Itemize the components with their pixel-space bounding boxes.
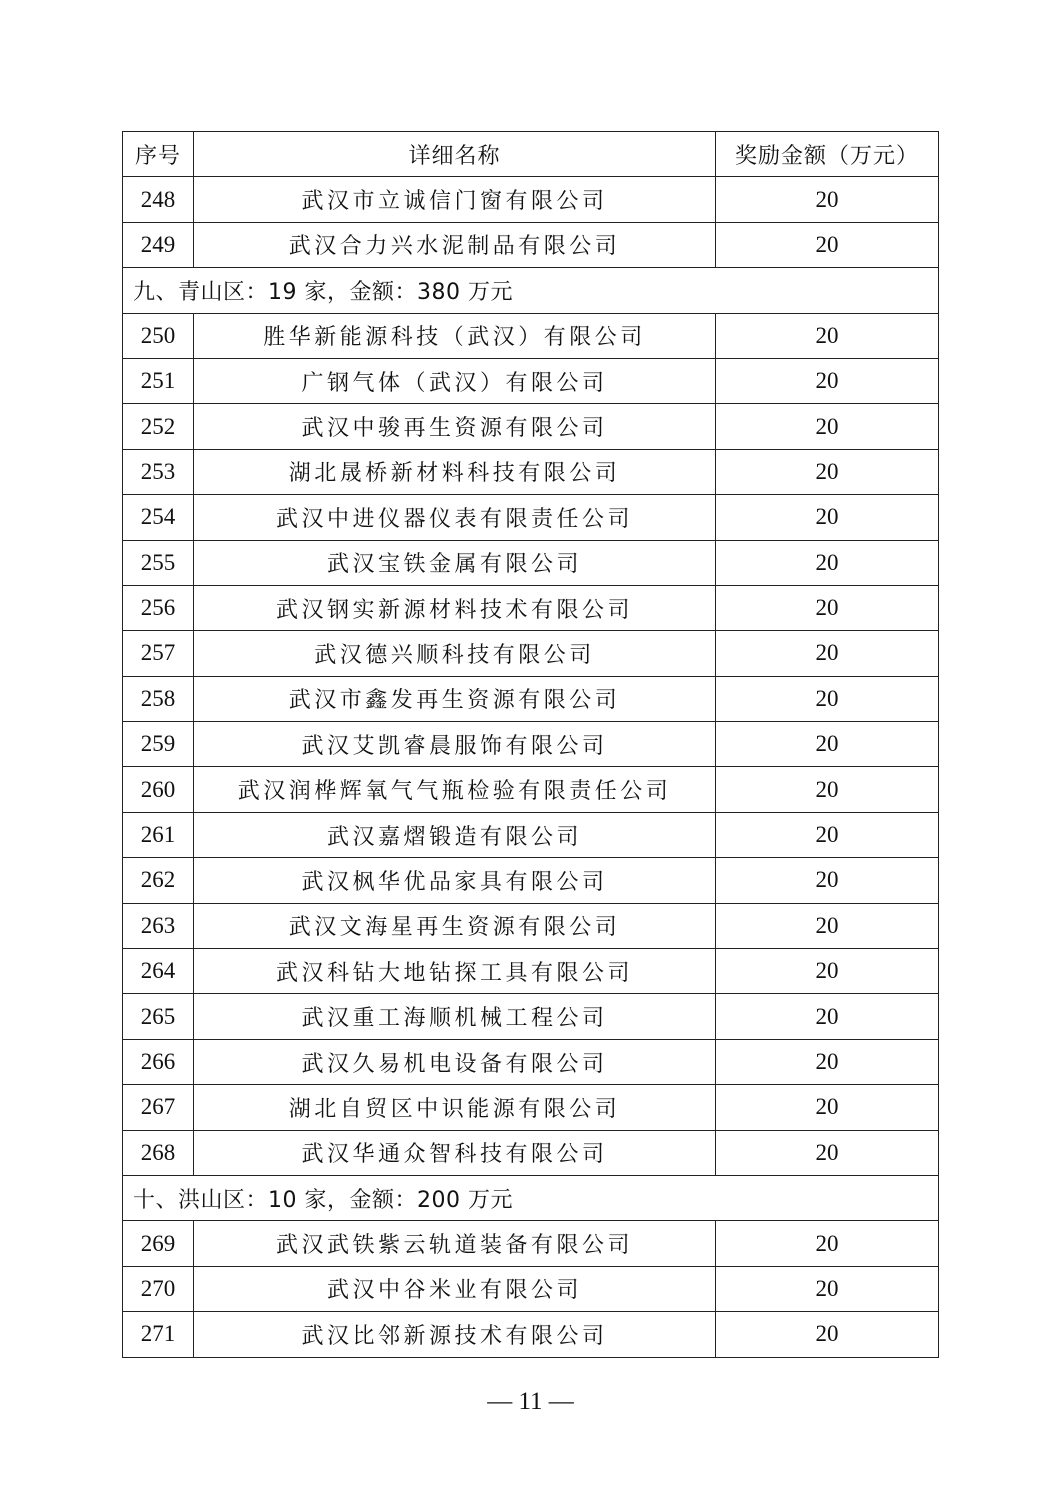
header-amount: 奖励金额（万元） bbox=[716, 132, 939, 177]
row-company-name: 武汉中骏再生资源有限公司 bbox=[194, 404, 716, 449]
row-amount: 20 bbox=[716, 1039, 939, 1084]
row-index: 261 bbox=[123, 812, 194, 857]
row-amount: 20 bbox=[716, 949, 939, 994]
table-row bbox=[123, 812, 939, 857]
row-company-name: 湖北自贸区中识能源有限公司 bbox=[194, 1085, 716, 1130]
row-index: 267 bbox=[123, 1085, 194, 1130]
row-amount: 20 bbox=[716, 495, 939, 540]
row-amount: 20 bbox=[716, 1130, 939, 1175]
row-company-name: 武汉艾凯睿晨服饰有限公司 bbox=[194, 722, 716, 767]
table-row bbox=[123, 949, 939, 994]
table-row bbox=[123, 495, 939, 540]
row-amount: 20 bbox=[716, 676, 939, 721]
row-index: 258 bbox=[123, 676, 194, 721]
row-company-name: 武汉市立诚信门窗有限公司 bbox=[194, 177, 716, 222]
row-company-name: 武汉市鑫发再生资源有限公司 bbox=[194, 676, 716, 721]
row-amount: 20 bbox=[716, 858, 939, 903]
row-company-name: 胜华新能源科技（武汉）有限公司 bbox=[194, 313, 716, 358]
row-index: 248 bbox=[123, 177, 194, 222]
table-row bbox=[123, 1130, 939, 1175]
row-amount: 20 bbox=[716, 1312, 939, 1357]
row-index: 252 bbox=[123, 404, 194, 449]
row-company-name: 广钢气体（武汉）有限公司 bbox=[194, 358, 716, 403]
section-row bbox=[123, 268, 939, 313]
section-row bbox=[123, 1175, 939, 1220]
row-company-name: 武汉润桦辉氧气气瓶检验有限责任公司 bbox=[194, 767, 716, 812]
table-row bbox=[123, 722, 939, 767]
row-index: 254 bbox=[123, 495, 194, 540]
row-company-name: 武汉久易机电设备有限公司 bbox=[194, 1039, 716, 1084]
row-company-name: 武汉钢实新源材料技术有限公司 bbox=[194, 585, 716, 630]
row-index: 262 bbox=[123, 858, 194, 903]
row-index: 253 bbox=[123, 449, 194, 494]
section-heading: 十、洪山区：10 家，金额：200 万元 bbox=[123, 1175, 939, 1220]
row-index: 249 bbox=[123, 222, 194, 267]
row-company-name: 武汉华通众智科技有限公司 bbox=[194, 1130, 716, 1175]
row-index: 255 bbox=[123, 540, 194, 585]
table-row bbox=[123, 540, 939, 585]
row-amount: 20 bbox=[716, 812, 939, 857]
table-row bbox=[123, 1221, 939, 1266]
row-company-name: 武汉中谷米业有限公司 bbox=[194, 1266, 716, 1311]
row-index: 266 bbox=[123, 1039, 194, 1084]
row-amount: 20 bbox=[716, 631, 939, 676]
table-row bbox=[123, 858, 939, 903]
row-company-name: 武汉枫华优品家具有限公司 bbox=[194, 858, 716, 903]
table-row bbox=[123, 449, 939, 494]
row-amount: 20 bbox=[716, 313, 939, 358]
table-row bbox=[123, 358, 939, 403]
row-amount: 20 bbox=[716, 767, 939, 812]
header-name: 详细名称 bbox=[194, 132, 716, 177]
row-company-name: 武汉武铁紫云轨道装备有限公司 bbox=[194, 1221, 716, 1266]
table-row bbox=[123, 177, 939, 222]
table-row bbox=[123, 676, 939, 721]
row-amount: 20 bbox=[716, 1221, 939, 1266]
award-table bbox=[122, 131, 939, 1358]
table-body bbox=[123, 177, 939, 1357]
table-row bbox=[123, 585, 939, 630]
table-row bbox=[123, 994, 939, 1039]
table-row bbox=[123, 903, 939, 948]
row-amount: 20 bbox=[716, 1266, 939, 1311]
row-amount: 20 bbox=[716, 222, 939, 267]
row-index: 250 bbox=[123, 313, 194, 358]
row-company-name: 武汉科钻大地钻探工具有限公司 bbox=[194, 949, 716, 994]
row-index: 251 bbox=[123, 358, 194, 403]
table-row bbox=[123, 1312, 939, 1357]
row-amount: 20 bbox=[716, 177, 939, 222]
section-heading: 九、青山区：19 家，金额：380 万元 bbox=[123, 268, 939, 313]
table-row bbox=[123, 313, 939, 358]
row-index: 265 bbox=[123, 994, 194, 1039]
table-row bbox=[123, 1085, 939, 1130]
row-amount: 20 bbox=[716, 404, 939, 449]
row-company-name: 武汉嘉熠锻造有限公司 bbox=[194, 812, 716, 857]
row-company-name: 武汉中进仪器仪表有限责任公司 bbox=[194, 495, 716, 540]
row-company-name: 武汉重工海顺机械工程公司 bbox=[194, 994, 716, 1039]
table-row bbox=[123, 1039, 939, 1084]
row-index: 264 bbox=[123, 949, 194, 994]
row-company-name: 武汉文海星再生资源有限公司 bbox=[194, 903, 716, 948]
header-index: 序号 bbox=[123, 132, 194, 177]
row-amount: 20 bbox=[716, 585, 939, 630]
row-company-name: 武汉比邻新源技术有限公司 bbox=[194, 1312, 716, 1357]
row-company-name: 武汉宝铁金属有限公司 bbox=[194, 540, 716, 585]
row-amount: 20 bbox=[716, 722, 939, 767]
table-row bbox=[123, 222, 939, 267]
row-amount: 20 bbox=[716, 449, 939, 494]
table-row bbox=[123, 767, 939, 812]
row-amount: 20 bbox=[716, 540, 939, 585]
row-amount: 20 bbox=[716, 994, 939, 1039]
row-index: 268 bbox=[123, 1130, 194, 1175]
row-index: 269 bbox=[123, 1221, 194, 1266]
row-index: 271 bbox=[123, 1312, 194, 1357]
row-amount: 20 bbox=[716, 358, 939, 403]
page-number: — 11 — bbox=[487, 1388, 574, 1415]
row-company-name: 武汉德兴顺科技有限公司 bbox=[194, 631, 716, 676]
table-row bbox=[123, 631, 939, 676]
table-header-row bbox=[123, 132, 939, 177]
table-row bbox=[123, 1266, 939, 1311]
row-amount: 20 bbox=[716, 903, 939, 948]
row-index: 270 bbox=[123, 1266, 194, 1311]
row-company-name: 湖北晟桥新材料科技有限公司 bbox=[194, 449, 716, 494]
row-company-name: 武汉合力兴水泥制品有限公司 bbox=[194, 222, 716, 267]
row-index: 257 bbox=[123, 631, 194, 676]
table-row bbox=[123, 404, 939, 449]
row-amount: 20 bbox=[716, 1085, 939, 1130]
row-index: 260 bbox=[123, 767, 194, 812]
row-index: 259 bbox=[123, 722, 194, 767]
row-index: 256 bbox=[123, 585, 194, 630]
row-index: 263 bbox=[123, 903, 194, 948]
